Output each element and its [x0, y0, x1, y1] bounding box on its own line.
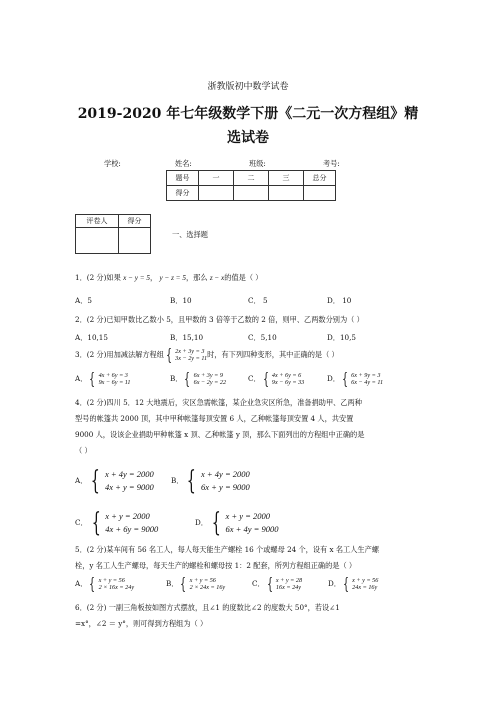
question-4-line-4: （ ）	[75, 446, 92, 455]
option-label: B．	[166, 579, 179, 588]
q3-sys-eq1: 2x + 3y = 3	[175, 348, 205, 355]
brace-icon: {	[187, 466, 197, 496]
brace-icon: {	[211, 508, 221, 538]
q5-option-b	[166, 576, 225, 592]
equation: 9x − 6y = 33	[271, 379, 305, 386]
score-header-part3: 三	[269, 171, 304, 186]
grader-cell	[76, 228, 119, 254]
question-2-stem: 2．(2 分)已知甲数比乙数小 5，且甲数的 3 倍等于乙数的 2 倍，则甲、乙两数分别为（ ）	[75, 315, 364, 324]
q5-option-a	[75, 576, 134, 592]
question-6-line-2: =x°，∠2 ＝ y°，则可得到方程组为（ ）	[75, 619, 208, 628]
brace-icon: {	[266, 574, 273, 593]
score-cell	[304, 186, 336, 201]
q2-option-c: C．5,10	[248, 333, 277, 342]
q2-option-d: D．10,5	[327, 333, 356, 342]
equation: 6x − 4y = 11	[351, 379, 384, 386]
equation: x + 4y = 2000	[201, 469, 250, 479]
class-label: 班级:	[249, 159, 266, 168]
brace-icon: {	[89, 369, 96, 388]
question-4-line-2: 型号的帐篷共 2000 顶，其中甲种帐篷每顶安置 6 人，乙种帐篷每顶安置 4 人，共安置	[75, 414, 354, 423]
q1-option-a: A．5	[75, 296, 92, 305]
equation: 6x − 2y = 22	[193, 379, 227, 386]
brace-icon: {	[341, 369, 349, 388]
equation: 2 × 24x = 16y	[189, 584, 226, 591]
score-header-part1: 一	[199, 171, 234, 186]
option-label: A．	[75, 476, 88, 485]
grader-cell	[119, 228, 151, 254]
equation: x + 4y = 2000	[104, 469, 154, 479]
q3-option-c	[248, 371, 304, 387]
brace-icon: {	[165, 345, 173, 364]
option-label: C．	[248, 374, 261, 383]
equation: x + y = 56	[98, 577, 125, 584]
q3-sys-eq2: 3x − 2y = 11	[175, 355, 208, 362]
equation: 4x + y = 9000	[104, 482, 154, 492]
option-label: D．	[327, 374, 340, 383]
q1-expression: z − x	[209, 274, 225, 282]
q5-option-c	[252, 576, 302, 592]
score-row-label: 得分	[167, 186, 199, 201]
score-table	[166, 170, 336, 201]
brace-icon: {	[262, 369, 269, 388]
option-label: C．	[75, 518, 88, 527]
q3-system	[164, 347, 207, 363]
equation: 4x + 6y = 3	[98, 372, 128, 379]
equation: x + y = 56	[352, 577, 379, 584]
brace-icon: {	[91, 466, 101, 496]
question-4-line-1: 4．(2 分)四川 5．12 大地震后，灾区急需帐篷，某企业急灾区所急，准备捐助甲、乙两种	[75, 398, 362, 407]
equation: x + y = 28	[275, 577, 303, 584]
option-label: D．	[328, 579, 341, 588]
q1-option-d: D． 10	[327, 296, 352, 305]
q4-option-b	[171, 468, 250, 494]
question-3-stem	[75, 347, 339, 363]
exam-title-line1: 2019-2020 年七年级数学下册《二元一次方程组》精	[77, 106, 419, 122]
score-cell	[234, 186, 269, 201]
grader-header: 评卷人	[76, 215, 119, 228]
grader-score-header: 得分	[119, 215, 151, 228]
q3-suffix: 时，有下列四种变形，其中正确的是（ ）	[207, 350, 339, 359]
q3-option-b	[170, 371, 226, 387]
equation: x + y = 2000	[105, 511, 150, 521]
q4-option-c	[75, 510, 158, 536]
equation: 4x + 6y = 6	[271, 372, 302, 379]
brace-icon: {	[180, 574, 187, 593]
exam-number-label: 考号:	[323, 159, 340, 168]
grader-table	[75, 214, 151, 254]
q4-option-d	[195, 510, 279, 536]
q1-equation-2: y − z = 5	[159, 274, 186, 282]
exam-title-line2: 选试卷	[227, 130, 269, 146]
equation: 4x + 6y = 9000	[105, 524, 159, 534]
brace-icon: {	[184, 369, 191, 388]
equation: 6x + 4y = 9000	[225, 524, 279, 534]
brace-icon: {	[342, 574, 350, 593]
equation: 6x + 3y = 9	[193, 372, 223, 379]
equation: 6x + 9y = 3	[351, 372, 381, 379]
option-label: A．	[75, 579, 88, 588]
q1-option-c: C． 5	[248, 296, 268, 305]
q4-option-a	[75, 468, 154, 494]
brace-icon: {	[91, 508, 101, 538]
question-4-line-3: 9000 人，设该企业捐助甲种帐篷 x 顶、乙种帐篷 y 顶，那么下面列出的方程组中正确的是	[75, 430, 365, 439]
option-label: C．	[252, 579, 265, 588]
question-1-stem: 1．(2 分)如果 x − y = 5， y − z = 5，那么 z − x的值是（ ）	[75, 273, 263, 282]
q2-option-b: B．15,10	[170, 333, 204, 342]
q1-end: 的值是（ ）	[224, 273, 263, 282]
score-cell	[269, 186, 304, 201]
q1-prefix: 1．(2 分)如果	[75, 273, 121, 282]
q2-option-a: A．10,15	[75, 333, 108, 342]
score-cell	[199, 186, 234, 201]
equation: x + y = 2000	[225, 511, 271, 521]
q3-option-d	[327, 371, 383, 387]
option-label: B．	[170, 374, 183, 383]
q5-option-d	[328, 576, 378, 592]
equation: x + y = 56	[189, 577, 216, 584]
q1-mid: ，那么	[185, 273, 208, 282]
equation: 16x = 24y	[275, 584, 302, 591]
name-label: 姓名:	[175, 159, 192, 168]
equation: 2 × 16x = 24y	[98, 584, 135, 591]
option-label: D．	[195, 518, 208, 527]
question-5-line-1: 5．(2 分)某车间有 56 名工人，每人每天能生产螺栓 16 个或螺母 24 个，设有 x 名工人生产螺	[75, 545, 379, 554]
question-6-line-1: 6．(2 分) 一副三角板按如图方式摆放，且∠1 的度数比∠2 的度数大 50°，若设∠1	[75, 603, 340, 612]
school-label: 学校:	[104, 159, 121, 168]
q1-option-b: B．10	[170, 296, 192, 305]
option-label: A．	[75, 374, 88, 383]
q1-equation-1: x − y = 5	[123, 274, 150, 282]
score-header-question: 题号	[167, 171, 199, 186]
score-header-part2: 二	[234, 171, 269, 186]
question-5-line-2: 栓，y 名工人生产螺母，每天生产的螺栓和螺母按 1：2 配套，所列方程组正确的是（ ）	[75, 561, 357, 570]
section-heading: 一、选择题	[172, 230, 208, 239]
q3-prefix: 3．(2 分)用加减法解方程组	[75, 350, 164, 359]
option-label: B．	[171, 476, 184, 485]
equation: 9x − 6y = 11	[98, 379, 131, 386]
score-header-total: 总分	[304, 171, 336, 186]
brace-icon: {	[89, 574, 96, 593]
equation: 6x + y = 9000	[201, 482, 250, 492]
q3-option-a	[75, 371, 131, 387]
equation: 24x = 16y	[352, 584, 378, 591]
exam-subtitle: 浙教版初中数学试卷	[207, 82, 289, 92]
